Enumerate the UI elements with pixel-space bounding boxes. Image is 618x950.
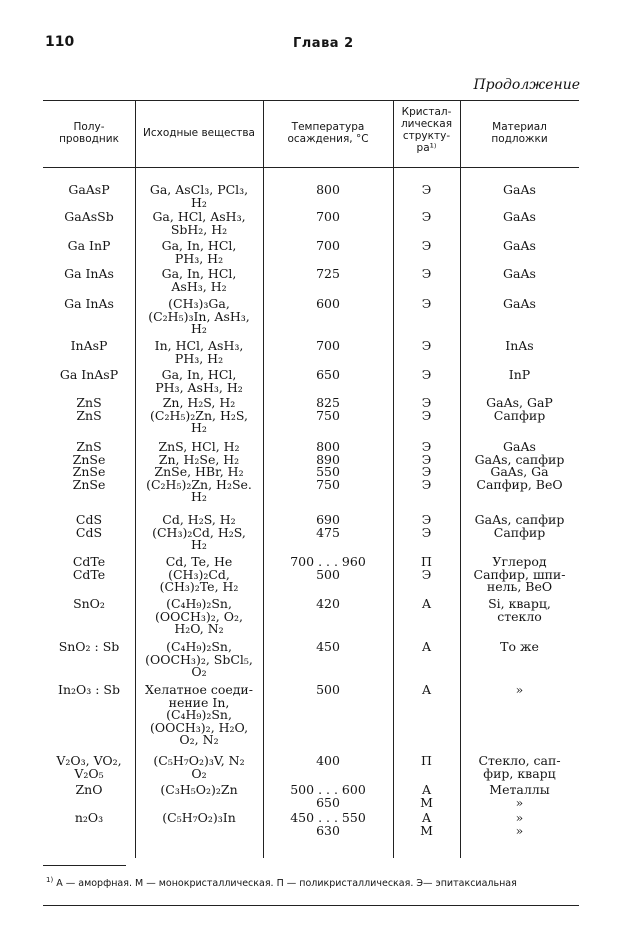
cell-source-materials: In, HCl, AsH₃, PH₃, H₂ [154, 338, 244, 366]
cell-semiconductor: InAsP [70, 338, 108, 353]
cell-crystal-structure: A M [420, 782, 433, 810]
cell-deposition-temperature: 650 [316, 367, 340, 382]
cell-crystal-structure: П Э [421, 554, 432, 582]
cell-substrate-material: GaAs, сапфир Сапфир [474, 512, 565, 540]
table-header-rule [43, 167, 579, 168]
cell-semiconductor: CdS CdS [75, 512, 103, 540]
cell-source-materials: (C₃H₅O₂)₂Zn [160, 782, 238, 797]
cell-substrate-material: Металлы » [489, 782, 550, 810]
footnote-mark: 1) [46, 876, 54, 884]
cell-crystal-structure: A [421, 682, 432, 697]
cell-substrate-material: GaAs [503, 209, 536, 224]
cell-deposition-temperature: 450 [316, 639, 340, 654]
cell-source-materials: Ga, In, HCl, AsH₃, H₂ [161, 266, 237, 294]
cell-substrate-material: GaAs [503, 296, 536, 311]
cell-deposition-temperature: 700 [316, 338, 340, 353]
cell-source-materials: Cd, H₂S, H₂ (CH₃)₂Cd, H₂S, H₂ [152, 512, 246, 553]
cell-source-materials: Ga, HCl, AsH₃, SbH₂, H₂ [152, 209, 246, 237]
cell-semiconductor: Ga InAs [64, 296, 114, 311]
footnote [46, 874, 576, 890]
cell-crystal-structure: П [421, 753, 432, 768]
cell-semiconductor: GaAsSb [64, 209, 114, 224]
cell-crystal-structure: Э [421, 296, 432, 311]
footnote-text: А — аморфная. М — монокристаллическая. П — поликристаллическая. Э— эпитаксиальная [56, 878, 517, 890]
cell-substrate-material: » [515, 682, 524, 697]
cell-semiconductor: Ga InP [67, 238, 111, 253]
cell-substrate-material: GaAs [503, 266, 536, 281]
cell-semiconductor: In₂O₃ : Sb [58, 682, 120, 697]
cell-deposition-temperature: 420 [316, 596, 340, 611]
cell-semiconductor: Ga InAs [64, 266, 114, 281]
cell-crystal-structure: Э [421, 338, 432, 353]
cell-semiconductor: Ga InAsP [59, 367, 119, 382]
cell-deposition-temperature: 600 [316, 296, 340, 311]
cell-source-materials: Хелатное соеди- нение In, (C₄H₉)₂Sn, (OOCH₃)₂, H₂O, O₂, N₂ [144, 682, 253, 748]
page-number: 110 [45, 34, 75, 50]
cell-crystal-structure: Э [421, 209, 432, 224]
cell-substrate-material: GaAs GaAs, сапфир GaAs, Ga Сапфир, BeO [474, 439, 565, 492]
cell-crystal-structure: Э Э [421, 512, 432, 540]
cell-deposition-temperature: 500 [316, 682, 340, 697]
cell-crystal-structure: Э Э Э Э [421, 439, 432, 492]
cell-substrate-material: Углерод Сапфир, шпи- нель, BeO [473, 554, 566, 595]
cell-crystal-structure: Э [421, 182, 432, 197]
cell-source-materials: Ga, In, HCl, PH₃, AsH₃, H₂ [155, 367, 243, 395]
cell-semiconductor: SnO₂ [73, 596, 105, 611]
continuation-label: Продолжение [473, 77, 580, 93]
cell-deposition-temperature: 700 [316, 209, 340, 224]
cell-source-materials: (C₅H₇O₂)₃V, N₂ O₂ [153, 753, 245, 781]
header-substrate-material: Материал подложки [491, 121, 548, 145]
cell-source-materials: Ga, In, HCl, PH₃, H₂ [161, 238, 237, 266]
cell-substrate-material: InP [508, 367, 531, 382]
cell-deposition-temperature: 450 . . . 550 630 [290, 810, 366, 838]
header-crystal-structure: Кристал- лическая структу- ра¹⁾ [400, 106, 453, 154]
cell-substrate-material: То же [500, 639, 539, 654]
cell-semiconductor: SnO₂ : Sb [58, 639, 120, 654]
table-top-rule [43, 100, 579, 101]
cell-source-materials: (C₄H₉)₂Sn, (OOCH₃)₂, SbCl₅, O₂ [145, 639, 253, 680]
cell-semiconductor: CdTe CdTe [72, 554, 106, 582]
chapter-title: Глава 2 [293, 36, 354, 51]
header-semiconductor: Полу- проводник [59, 121, 119, 145]
cell-substrate-material: GaAs [503, 238, 536, 253]
cell-crystal-structure: A [421, 596, 432, 611]
cell-deposition-temperature: 800 [316, 182, 340, 197]
cell-substrate-material: GaAs, GaP Сапфир [486, 395, 553, 423]
cell-substrate-material: InAs [505, 338, 534, 353]
cell-crystal-structure: Э Э [421, 395, 432, 423]
cell-crystal-structure: Э [421, 266, 432, 281]
cell-deposition-temperature: 400 [316, 753, 340, 768]
cell-deposition-temperature: 825 750 [316, 395, 340, 423]
header-source-materials: Исходные вещества [143, 127, 255, 139]
cell-deposition-temperature: 500 . . . 600 650 [290, 782, 366, 810]
cell-crystal-structure: A [421, 639, 432, 654]
cell-semiconductor: ZnO [75, 782, 103, 797]
footnote-rule [43, 865, 126, 866]
cell-crystal-structure: A M [420, 810, 433, 838]
cell-crystal-structure: Э [421, 238, 432, 253]
cell-source-materials: (C₄H₉)₂Sn, (OOCH₃)₂, O₂, H₂O, N₂ [155, 596, 243, 637]
cell-source-materials: (C₅H₇O₂)₃In [162, 810, 236, 825]
cell-deposition-temperature: 700 [316, 238, 340, 253]
cell-semiconductor: GaAsP [68, 182, 110, 197]
cell-semiconductor: n₂O₃ [74, 810, 104, 825]
cell-semiconductor: V₂O₃, VO₂, V₂O₅ [56, 753, 122, 781]
cell-source-materials: (CH₃)₃Ga, (C₂H₅)₃In, AsH₃, H₂ [148, 296, 250, 337]
cell-source-materials: Ga, AsCl₃, PCl₃, H₂ [149, 182, 249, 210]
cell-deposition-temperature: 700 . . . 960 500 [290, 554, 366, 582]
cell-source-materials: Cd, Te, He (CH₃)₂Cd, (CH₃)₂Te, H₂ [159, 554, 239, 595]
cell-deposition-temperature: 800 890 550 750 [316, 439, 340, 492]
page-bottom-rule [43, 905, 579, 906]
cell-substrate-material: Стекло, сап- фир, кварц [478, 753, 561, 781]
cell-deposition-temperature: 725 [316, 266, 340, 281]
cell-deposition-temperature: 690 475 [316, 512, 340, 540]
cell-semiconductor: ZnS ZnS [76, 395, 102, 423]
cell-crystal-structure: Э [421, 367, 432, 382]
cell-source-materials: ZnS, HCl, H₂ Zn, H₂Se, H₂ ZnSe, HBr, H₂ (C₂H₅)₂Zn, H₂Se. H₂ [146, 439, 252, 505]
cell-substrate-material: Si, кварц, стекло [488, 596, 551, 624]
header-deposition-temperature: Температура осаждения, °С [287, 121, 369, 145]
cell-substrate-material: » » [515, 810, 524, 838]
cell-semiconductor: ZnS ZnSe ZnSe ZnSe [72, 439, 106, 492]
cell-source-materials: Zn, H₂S, H₂ (C₂H₅)₂Zn, H₂S, H₂ [150, 395, 248, 436]
cell-substrate-material: GaAs [503, 182, 536, 197]
